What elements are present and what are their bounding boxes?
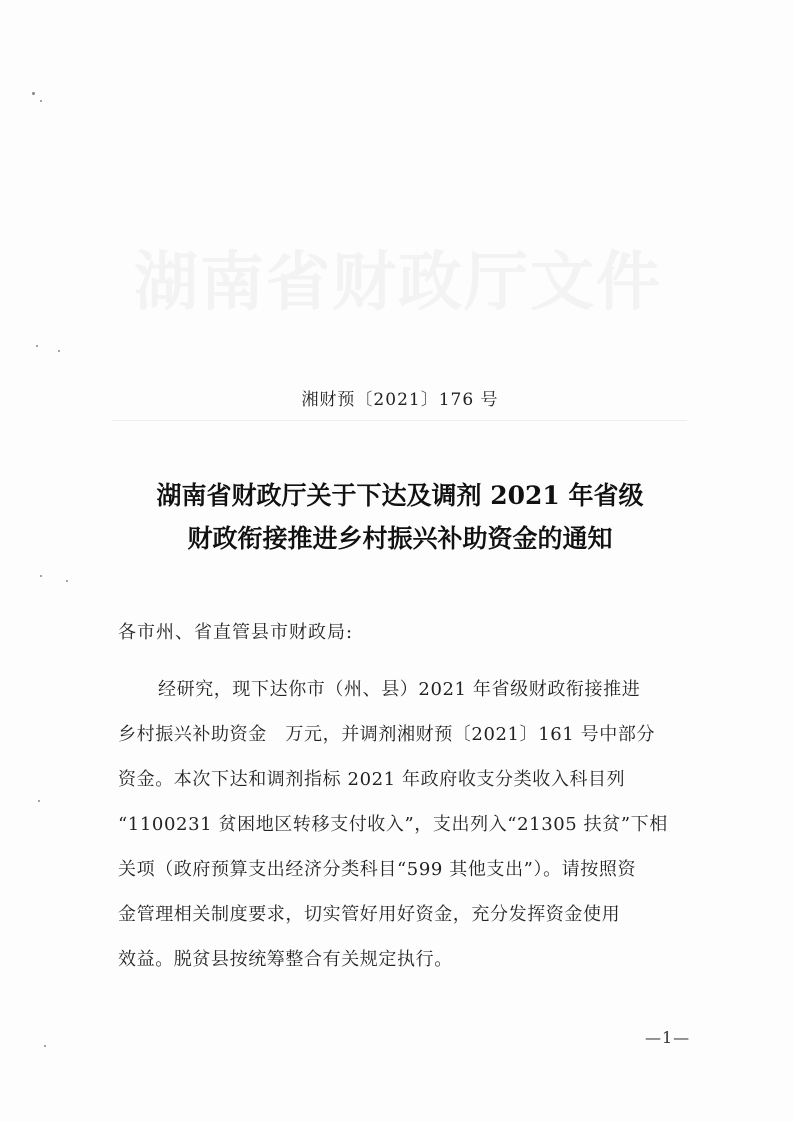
header-divider [112,420,687,421]
title-line-1: 湖南省财政厅关于下达及调剂 2021 年省级 [156,481,644,510]
scan-speck [66,580,68,582]
body-line: 关项（政府预算支出经济分类科目“599 其他支出”）。请按照资 [118,859,637,880]
body-line: 效益。脱贫县按统筹整合有关规定执行。 [118,949,453,970]
title-line-2: 财政衔接推进乡村振兴补助资金的通知 [187,524,613,553]
masthead-title: 湖南省财政厅文件 [134,245,662,320]
scan-speck [40,100,42,102]
salutation: 各市州、省直管县市财政局: [118,622,354,643]
body-line: 乡村振兴补助资金 万元，并调剂湘财预〔2021〕161 号中部分 [118,724,656,745]
scan-speck [32,92,35,95]
body-line: 资金。本次下达和调剂指标 2021 年政府收支分类收入科目列 [118,769,626,790]
page-number: —1— [645,1028,691,1047]
body-line: 经研究，现下达你市（州、县）2021 年省级财政衔接推进 [158,679,641,700]
body-line: “1100231 贫困地区转移支付收入”，支出列入“21305 扶贫”下相 [118,814,668,835]
scan-speck [38,800,40,802]
body-paragraph [118,667,698,982]
scan-speck [36,345,38,347]
document-number: 湘财预〔2021〕176 号 [301,390,499,410]
scan-speck [40,575,42,577]
document-title [100,474,700,560]
scan-speck [44,1045,46,1047]
body-line: 金管理相关制度要求，切实管好用好资金，充分发挥资金使用 [118,904,621,925]
scan-speck [58,350,60,352]
